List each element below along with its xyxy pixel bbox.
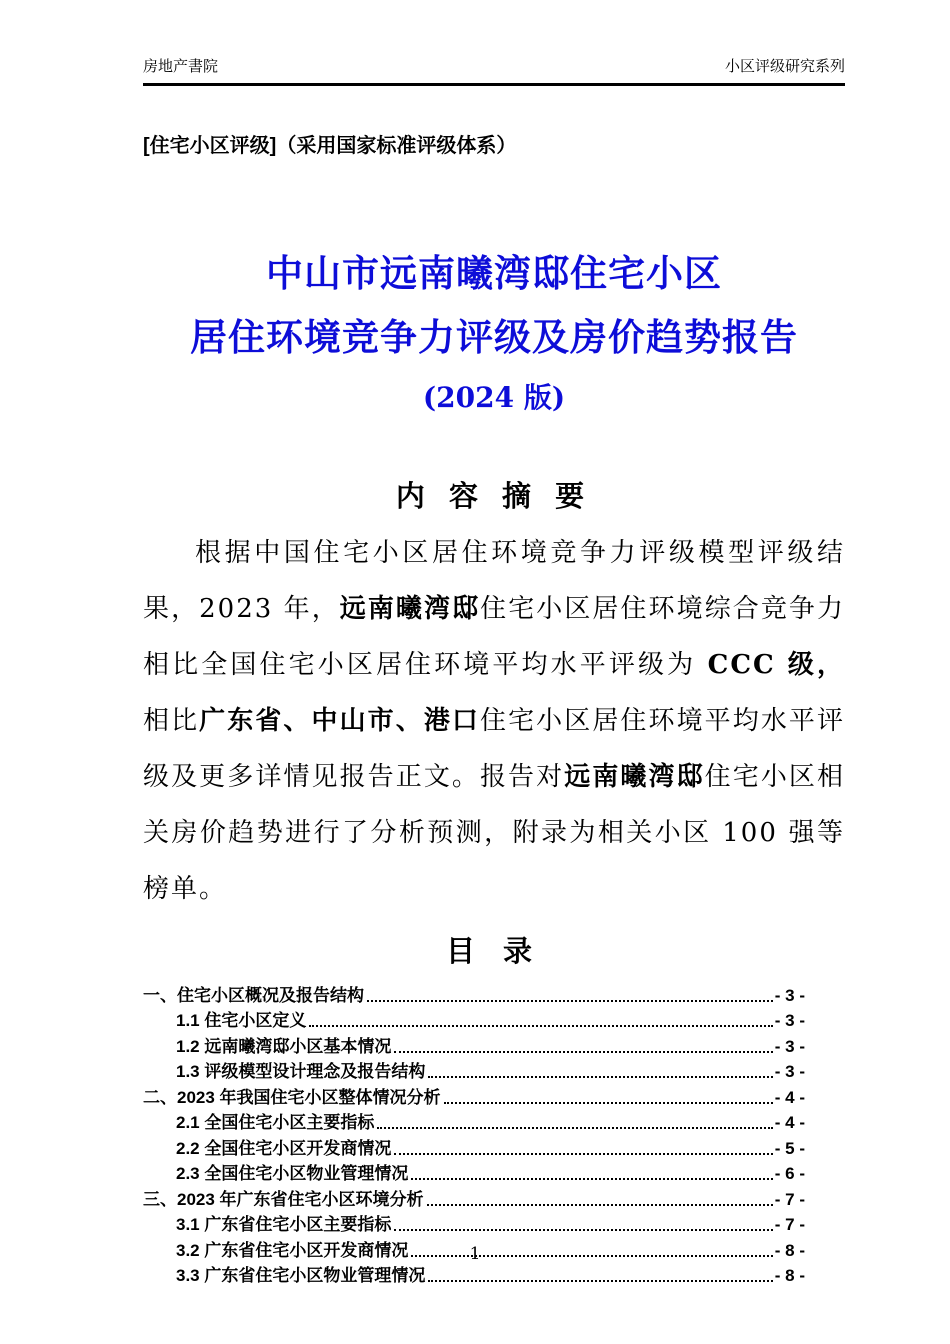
toc-entry	[143, 1185, 805, 1211]
toc-entry-page: - 6 -	[774, 1164, 805, 1183]
toc-leader-dots	[428, 1280, 772, 1282]
toc-heading: 目 录	[445, 936, 543, 968]
toc-entry	[143, 1083, 805, 1109]
summary-segment: 住宅小区相关房价趋势进行了分析预测，附录为相关小区 100 强等榜单。	[143, 762, 845, 904]
toc-leader-dots	[428, 1076, 772, 1078]
toc-entry-label: 一、住宅小区概况及报告结构	[143, 985, 364, 1005]
toc-entry-page: - 3 -	[774, 1011, 805, 1030]
toc-entry-label: 2.2 全国住宅小区开发商情况	[176, 1138, 392, 1158]
toc-leader-dots	[367, 1000, 773, 1002]
summary-segment-rating: CCC 级，	[707, 650, 845, 680]
toc-entry	[143, 1109, 805, 1135]
running-header	[143, 0, 845, 86]
toc-entry	[143, 1058, 805, 1084]
toc-entry-label: 1.2 远南曦湾邸小区基本情况	[176, 1036, 392, 1056]
toc-leader-dots	[377, 1127, 772, 1129]
report-title-line2: 居住环境竞争力评级及房价趋势报告	[190, 315, 798, 359]
toc-leader-dots	[444, 1102, 773, 1104]
summary-segment-community-name: 远南曦湾邸	[339, 594, 481, 624]
header-right-text: 小区评级研究系列	[724, 58, 845, 75]
summary-segment-regions: 广东省、中山市、港口	[199, 706, 480, 736]
toc-entry	[143, 1211, 805, 1237]
summary-paragraph	[143, 525, 845, 917]
toc-entry-page: - 7 -	[774, 1189, 805, 1209]
report-title-line1: 中山市远南曦湾邸住宅小区	[266, 251, 722, 295]
table-of-contents	[143, 981, 805, 1287]
header-left-text: 房地产書院	[143, 58, 219, 75]
toc-entry-page: - 4 -	[774, 1113, 805, 1132]
toc-entry	[143, 1160, 805, 1186]
toc-leader-dots	[309, 1025, 772, 1027]
toc-entry-label: 二、2023 年我国住宅小区整体情况分析	[143, 1087, 441, 1107]
summary-segment-community-name: 远南曦湾邸	[564, 762, 705, 792]
toc-leader-dots	[427, 1204, 773, 1206]
toc-entry-label: 三、2023 年广东省住宅小区环境分析	[143, 1189, 424, 1209]
toc-leader-dots	[394, 1153, 772, 1155]
toc-entry-label: 1.1 住宅小区定义	[176, 1011, 307, 1030]
toc-entry-label: 2.3 全国住宅小区物业管理情况	[176, 1164, 409, 1183]
toc-entry	[143, 981, 805, 1007]
toc-entry-label: 3.2 广东省住宅小区开发商情况	[176, 1240, 409, 1260]
toc-entry	[143, 1134, 805, 1160]
toc-entry-label: 3.3 广东省住宅小区物业管理情况	[176, 1266, 426, 1285]
classification-line: [住宅小区评级]（采用国家标准评级体系）	[143, 135, 517, 157]
summary-heading: 内 容 摘 要	[395, 481, 593, 513]
toc-entry-page: - 8 -	[774, 1240, 805, 1260]
toc-entry-page: - 8 -	[774, 1266, 805, 1285]
toc-entry-label: 3.1 广东省住宅小区主要指标	[176, 1215, 392, 1234]
page-number: 1	[469, 1244, 481, 1264]
toc-entry-page: - 7 -	[774, 1215, 805, 1234]
summary-segment: 根据中国住宅小区居住环境竞争力评级模型评级结果，2023 年，	[143, 538, 845, 624]
toc-entry-page: - 4 -	[774, 1087, 805, 1107]
report-edition: (2024 版)	[422, 381, 566, 414]
summary-segment: 住宅小区居住环境平均水平评级及更多详情见报告正文。报告对	[143, 706, 845, 792]
summary-segment: 相比	[143, 706, 200, 736]
toc-leader-dots	[394, 1229, 772, 1231]
toc-entry-label: 1.3 评级模型设计理念及报告结构	[176, 1062, 426, 1081]
toc-entry-page: - 5 -	[774, 1138, 805, 1158]
toc-entry-page: - 3 -	[774, 985, 805, 1005]
toc-entry-page: - 3 -	[774, 1036, 805, 1056]
toc-leader-dots	[411, 1178, 772, 1180]
toc-entry	[143, 1262, 805, 1288]
toc-entry	[143, 1032, 805, 1058]
toc-leader-dots	[394, 1051, 772, 1053]
toc-entry-label: 2.1 全国住宅小区主要指标	[176, 1113, 375, 1132]
toc-entry	[143, 1007, 805, 1033]
toc-entry-page: - 3 -	[774, 1062, 805, 1081]
summary-segment: 住宅小区居住环境综合竞争力相比全国住宅小区居住环境平均水平评级为	[143, 594, 845, 680]
